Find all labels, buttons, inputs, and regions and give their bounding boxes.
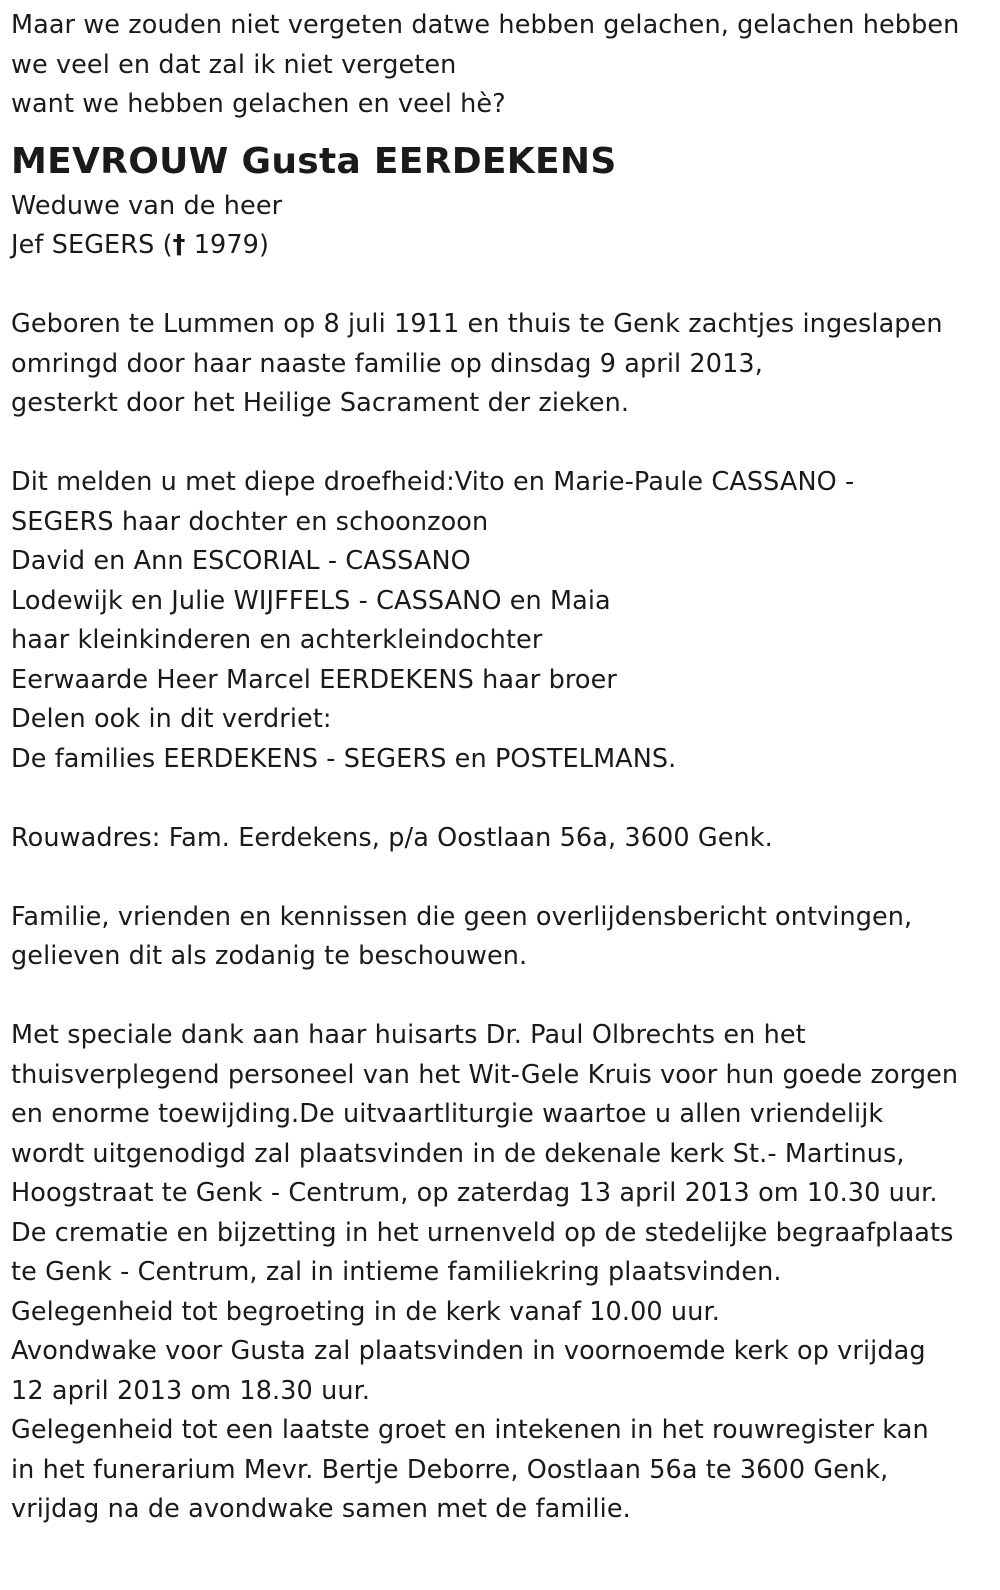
family-line: Dit melden u met diepe droefheid:Vito en Marie-Paule CASSANO - bbox=[11, 467, 855, 497]
poem-line: want we hebben gelachen en veel hè? bbox=[11, 89, 506, 119]
ceremony-line: en enorme toewijding.De uitvaartliturgie waartoe u allen vriendelijk bbox=[11, 1099, 884, 1129]
family-line: Delen ook in dit verdriet: bbox=[11, 704, 332, 734]
paragraph-line: Geboren te Lummen op 8 juli 1911 en thuis te Genk zachtjes ingeslapen bbox=[11, 309, 943, 339]
paragraph-line: omringd door haar naaste familie op dinsdag 9 april 2013, bbox=[11, 348, 763, 379]
notice-section bbox=[11, 898, 990, 977]
family-line: De families EERDEKENS - SEGERS en POSTELMANS. bbox=[11, 743, 677, 774]
ceremony-line: Met speciale dank aan haar huisarts Dr. Paul Olbrechts en het bbox=[11, 1020, 806, 1050]
deceased-name: MEVROUW Gusta EERDEKENS bbox=[11, 140, 617, 182]
ceremony-line: vrijdag na de avondwake samen met de familie. bbox=[11, 1494, 631, 1524]
ceremony-line: te Genk - Centrum, zal in intieme familiekring plaatsvinden. bbox=[11, 1257, 782, 1287]
ceremony-section bbox=[11, 1016, 990, 1530]
paragraph-line: gesterkt door het Heilige Sacrament der zieken. bbox=[11, 388, 630, 418]
ceremony-line: Gelegenheid tot begroeting in de kerk vanaf 10.00 uur. bbox=[11, 1296, 720, 1327]
ceremony-line: Gelegenheid tot een laatste groet en intekenen in het rouwregister kan bbox=[11, 1415, 929, 1445]
family-line: David en Ann ESCORIAL - CASSANO bbox=[11, 546, 471, 576]
spacer bbox=[11, 858, 990, 898]
ceremony-line: 12 april 2013 om 18.30 uur. bbox=[11, 1375, 371, 1406]
address-section bbox=[11, 819, 990, 859]
family-line: Eerwaarde Heer Marcel EERDEKENS haar broer bbox=[11, 664, 617, 695]
poem-line: we veel en dat zal ik niet vergeten bbox=[11, 49, 457, 80]
ceremony-line: thuisverplegend personeel van het Wit-Gele Kruis voor hun goede zorgen bbox=[11, 1059, 959, 1090]
spacer bbox=[11, 779, 990, 819]
notice-line: Familie, vrienden en kennissen die geen overlijdensbericht ontvingen, bbox=[11, 901, 913, 932]
spacer bbox=[11, 424, 990, 464]
family-line: Lodewijk en Julie WIJFFELS - CASSANO en Maia bbox=[11, 585, 611, 616]
mourning-address: Rouwadres: Fam. Eerdekens, p/a Oostlaan 56a, 3600 Genk. bbox=[11, 822, 773, 853]
poem-line: Maar we zouden niet vergeten datwe hebben gelachen, gelachen hebben bbox=[11, 10, 960, 40]
spouse-year: 1979) bbox=[185, 230, 270, 260]
birth-death-section bbox=[11, 305, 990, 424]
ceremony-line: in het funerarium Mevr. Bertje Deborre, Oostlaan 56a te 3600 Genk, bbox=[11, 1454, 889, 1485]
family-section bbox=[11, 463, 990, 779]
ceremony-line: wordt uitgenodigd zal plaatsvinden in de dekenale kerk St.- Martinus, bbox=[11, 1138, 905, 1169]
spacer bbox=[11, 977, 990, 1017]
family-line: haar kleinkinderen en achterkleindochter bbox=[11, 625, 543, 655]
ceremony-line: Hoogstraat te Genk - Centrum, op zaterdag 13 april 2013 om 10.30 uur. bbox=[11, 1178, 938, 1208]
cross-icon: † bbox=[172, 230, 186, 260]
family-line: SEGERS haar dochter en schoonzoon bbox=[11, 506, 489, 537]
ceremony-line: De crematie en bijzetting in het urnenveld op de stedelijke begraafplaats bbox=[11, 1217, 954, 1248]
spouse-line bbox=[11, 226, 990, 266]
spouse-name: Jef SEGERS ( bbox=[11, 230, 173, 260]
poem-section bbox=[11, 6, 990, 125]
deceased-relation: Weduwe van de heer bbox=[11, 190, 283, 221]
ceremony-line: Avondwake voor Gusta zal plaatsvinden in voornoemde kerk op vrijdag bbox=[11, 1336, 926, 1366]
spacer bbox=[11, 266, 990, 306]
notice-line: gelieven dit als zodanig te beschouwen. bbox=[11, 941, 528, 971]
